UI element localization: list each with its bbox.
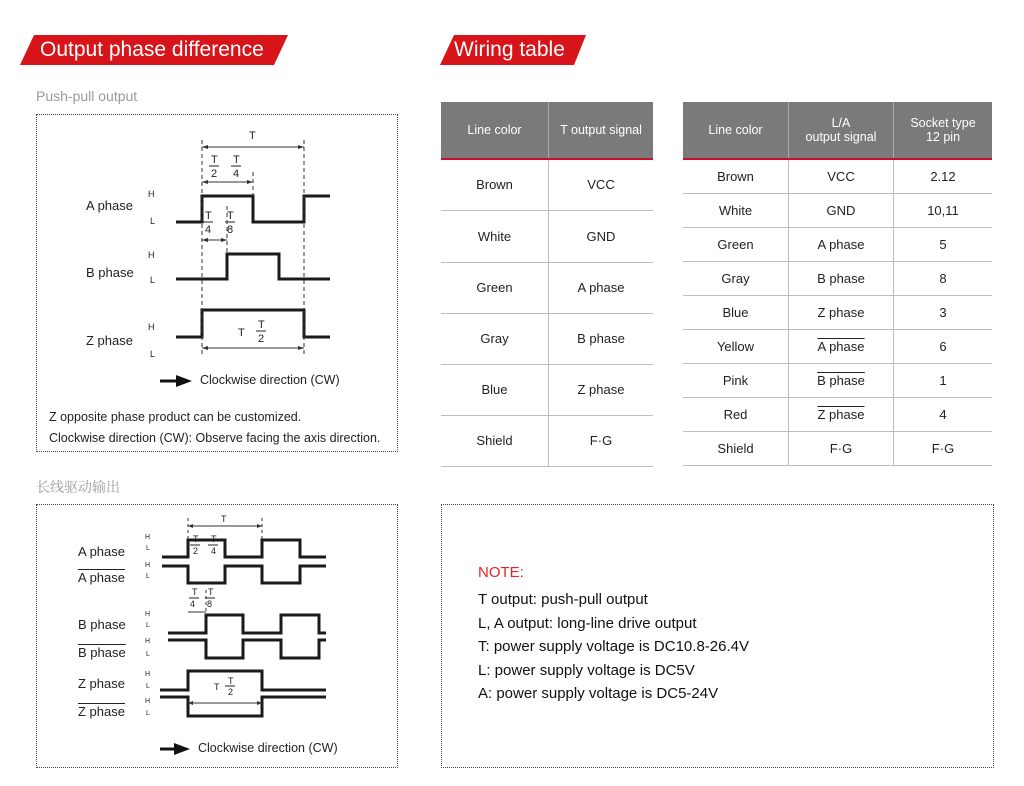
note-lines bbox=[478, 588, 749, 706]
t2-header-socket-type: Socket type bbox=[910, 116, 976, 130]
t2-cell-overline: Z phase bbox=[789, 397, 894, 431]
t2-cell: A phase bbox=[789, 227, 894, 261]
ll-a-waveform bbox=[162, 540, 326, 557]
t2-cell: 2.12 bbox=[894, 159, 993, 193]
pp-b-l: L bbox=[150, 275, 156, 285]
ll-t8-den: 8 bbox=[207, 599, 213, 609]
t2-cell: Red bbox=[683, 397, 789, 431]
note-line: L: power supply voltage is DC5V bbox=[478, 661, 695, 679]
t2-cell: 8 bbox=[894, 261, 993, 295]
note-title: NOTE: bbox=[478, 564, 524, 581]
ll-t4b-num: T bbox=[192, 587, 198, 597]
t1-header-t-output: T output signal bbox=[549, 102, 654, 159]
ll-z-t2-den: 2 bbox=[228, 687, 234, 697]
pp-period-t: T bbox=[249, 130, 256, 142]
t1-cell: F·G bbox=[549, 415, 654, 466]
pp-a-phase-label: A phase bbox=[86, 198, 133, 213]
t1-header-line-color: Line color bbox=[441, 102, 549, 159]
table-row bbox=[683, 397, 992, 431]
table-row bbox=[441, 210, 653, 262]
note-box bbox=[441, 504, 994, 768]
ll-a-phase-label: A phase bbox=[78, 544, 125, 559]
t2-cell: 3 bbox=[894, 295, 993, 329]
t2-cell: Green bbox=[683, 227, 789, 261]
pp-note2: Clockwise direction (CW): Observe facing the axis direction. bbox=[49, 431, 381, 445]
t2-cell-overline: B phase bbox=[789, 363, 894, 397]
t1-cell: Brown bbox=[441, 159, 549, 210]
t2-cell: Yellow bbox=[683, 329, 789, 363]
pp-t2-den: 2 bbox=[211, 168, 218, 180]
table-row bbox=[683, 159, 992, 193]
ll-b-bar-phase-label: B phase bbox=[78, 645, 126, 660]
table-row bbox=[683, 363, 992, 397]
pp-t4-num: T bbox=[233, 154, 240, 166]
pp-t4b-num: T bbox=[205, 210, 212, 222]
ll-b-h: H bbox=[145, 611, 151, 618]
t1-cell: Gray bbox=[441, 313, 549, 364]
t2-cell: F·G bbox=[894, 431, 993, 465]
ll-t4b-den: 4 bbox=[190, 599, 196, 609]
pp-z-t: T bbox=[238, 327, 245, 339]
t1-cell: Blue bbox=[441, 364, 549, 415]
ll-zb-l: L bbox=[146, 710, 150, 717]
ll-z-bar-waveform bbox=[160, 697, 326, 716]
ll-a-bar-waveform bbox=[162, 566, 326, 583]
t2-cell: GND bbox=[789, 193, 894, 227]
wiring-title: Wiring table bbox=[454, 38, 565, 61]
table-row bbox=[683, 329, 992, 363]
t2-cell: Gray bbox=[683, 261, 789, 295]
t2-cell: 5 bbox=[894, 227, 993, 261]
ll-a-bar-phase-label: A phase bbox=[78, 570, 125, 585]
ll-t4-num: T bbox=[211, 534, 217, 544]
t1-cell: A phase bbox=[549, 262, 654, 313]
ll-a-l: L bbox=[146, 545, 150, 552]
pp-t2-num: T bbox=[211, 154, 218, 166]
t2-header-line-color: Line color bbox=[683, 102, 789, 159]
pp-z-t2-den: 2 bbox=[258, 333, 265, 345]
ll-z-phase-label: Z phase bbox=[78, 676, 125, 691]
wiring-table-t-output bbox=[441, 102, 653, 467]
ll-period-t: T bbox=[221, 514, 227, 524]
pp-t4-den: 4 bbox=[233, 168, 240, 180]
note-line: L, A output: long-line drive output bbox=[478, 614, 697, 632]
t2-cell: Z phase bbox=[789, 295, 894, 329]
t2-cell: B phase bbox=[789, 261, 894, 295]
t2-cell: F·G bbox=[789, 431, 894, 465]
ll-ab-h: H bbox=[145, 562, 151, 569]
output-phase-title: Output phase difference bbox=[40, 38, 264, 61]
longline-subtitle: 长线驱动输出 bbox=[36, 479, 120, 495]
ll-z-l: L bbox=[146, 683, 150, 690]
ll-bb-l: L bbox=[146, 651, 150, 658]
ll-z-h: H bbox=[145, 671, 151, 678]
pp-t8-num: T bbox=[227, 210, 234, 222]
table-row bbox=[683, 261, 992, 295]
ll-b-phase-label: B phase bbox=[78, 617, 126, 632]
pp-t4b-den: 4 bbox=[205, 224, 212, 236]
ll-zb-h: H bbox=[145, 698, 151, 705]
pp-note1: Z opposite phase product can be customized. bbox=[49, 410, 302, 424]
t2-cell: Blue bbox=[683, 295, 789, 329]
t2-header-la: L/A bbox=[831, 116, 851, 130]
t2-cell-overline: A phase bbox=[789, 329, 894, 363]
t2-header-socket bbox=[894, 102, 993, 159]
ll-t2-den: 2 bbox=[193, 546, 199, 556]
ll-t2-num: T bbox=[193, 534, 199, 544]
ll-t8-num: T bbox=[208, 587, 214, 597]
pp-a-l: L bbox=[150, 216, 156, 226]
t1-cell: VCC bbox=[549, 159, 654, 210]
ll-b-l: L bbox=[146, 622, 150, 629]
pp-b-h: H bbox=[148, 250, 155, 260]
ll-a-h: H bbox=[145, 534, 151, 541]
t2-header-12-pin: 12 pin bbox=[925, 130, 961, 144]
table-row bbox=[683, 193, 992, 227]
table-row bbox=[441, 262, 653, 313]
pp-cw-label: Clockwise direction (CW) bbox=[200, 373, 340, 387]
t1-cell: Shield bbox=[441, 415, 549, 466]
ll-ab-l: L bbox=[146, 573, 150, 580]
pushpull-subtitle: Push-pull output bbox=[36, 88, 138, 104]
ll-cw-label: Clockwise direction (CW) bbox=[198, 741, 338, 755]
table-row bbox=[683, 431, 992, 465]
ll-z-bar-phase-label: Z phase bbox=[78, 704, 125, 719]
t2-header-output-signal: output signal bbox=[805, 130, 877, 144]
table-row bbox=[683, 227, 992, 261]
ll-b-waveform bbox=[168, 615, 326, 633]
t2-cell: White bbox=[683, 193, 789, 227]
t2-cell: VCC bbox=[789, 159, 894, 193]
t2-cell: 1 bbox=[894, 363, 993, 397]
t2-cell: Brown bbox=[683, 159, 789, 193]
t1-cell: Z phase bbox=[549, 364, 654, 415]
pp-z-phase-label: Z phase bbox=[86, 333, 133, 348]
note-line: T output: push-pull output bbox=[478, 591, 648, 608]
table-row bbox=[441, 159, 653, 210]
t1-cell: GND bbox=[549, 210, 654, 262]
t2-cell: 6 bbox=[894, 329, 993, 363]
pp-z-h: H bbox=[148, 322, 155, 332]
t2-cell: Shield bbox=[683, 431, 789, 465]
wiring-table-la-output bbox=[683, 102, 992, 466]
pp-t8-den: 8 bbox=[227, 224, 234, 236]
t1-cell: Green bbox=[441, 262, 549, 313]
table-row bbox=[683, 295, 992, 329]
pp-z-t2-num: T bbox=[258, 319, 265, 331]
ll-z-t: T bbox=[214, 682, 220, 692]
ll-t4-den: 4 bbox=[211, 546, 217, 556]
table-row bbox=[441, 415, 653, 466]
note-line: T: power supply voltage is DC10.8-26.4V bbox=[478, 638, 749, 655]
pp-z-l: L bbox=[150, 349, 156, 359]
ll-bb-h: H bbox=[145, 638, 151, 645]
ll-z-t2-num: T bbox=[228, 676, 234, 686]
t2-cell: 10,11 bbox=[894, 193, 993, 227]
note-line: A: power supply voltage is DC5-24V bbox=[478, 685, 719, 702]
t2-cell: Pink bbox=[683, 363, 789, 397]
ll-z-waveform bbox=[160, 671, 326, 690]
pp-b-phase-label: B phase bbox=[86, 265, 134, 280]
t1-cell: White bbox=[441, 210, 549, 262]
table-row bbox=[441, 364, 653, 415]
t2-cell: 4 bbox=[894, 397, 993, 431]
t1-cell: B phase bbox=[549, 313, 654, 364]
table-row bbox=[441, 313, 653, 364]
pp-a-h: H bbox=[148, 189, 155, 199]
ll-b-bar-waveform bbox=[168, 640, 326, 658]
t2-header-la-output bbox=[789, 102, 894, 159]
